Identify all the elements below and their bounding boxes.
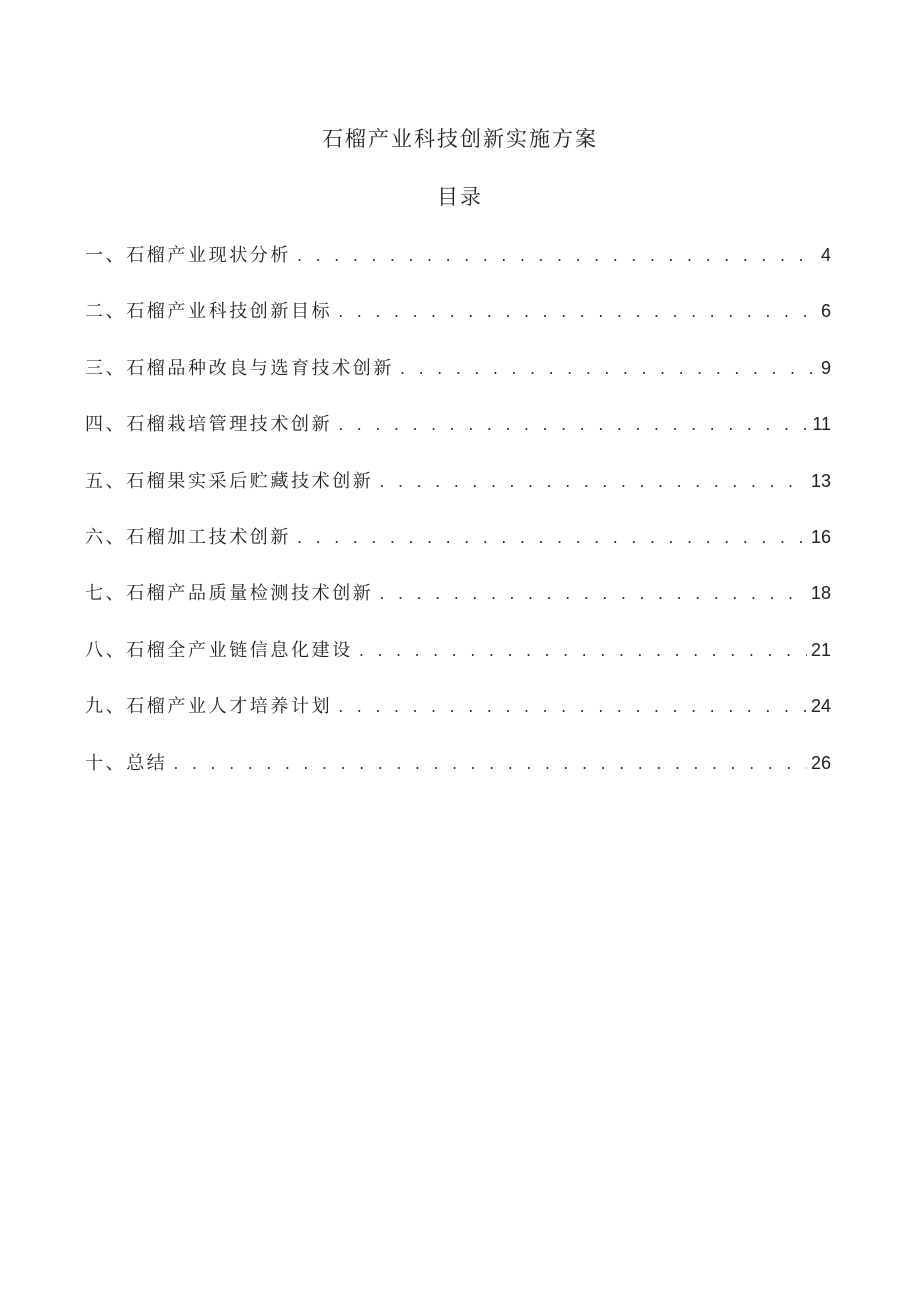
toc-entry-label: 六、石榴加工技术创新 [85,526,291,548]
toc-entry-label: 三、石榴品种改良与选育技术创新 [85,357,394,379]
toc-entry-label: 五、石榴果实采后贮藏技术创新 [85,470,374,492]
toc-dot-leader [173,750,807,778]
toc-dot-leader [338,693,807,721]
toc-entry[interactable] [85,692,831,748]
toc-entry-page: 24 [810,696,831,717]
toc-entry-page: 21 [810,639,831,660]
toc-entry-label: 十、总结 [85,752,168,774]
toc-entry-page: 11 [812,414,831,435]
toc-entry-page: 26 [810,752,831,773]
toc-entry[interactable] [85,410,831,466]
toc-dot-leader [338,298,817,326]
toc-dot-leader [379,468,807,496]
toc-entry-label: 七、石榴产品质量检测技术创新 [85,583,374,605]
toc-entry[interactable] [85,579,831,635]
toc-entry[interactable] [85,297,831,353]
toc-dot-leader [379,580,807,608]
toc-entry-page: 16 [810,526,831,547]
toc-entry-page: 9 [820,357,831,378]
toc-entry-label: 一、石榴产业现状分析 [85,245,291,266]
toc-entry-page: 13 [810,470,831,491]
toc-heading: 目录 [437,185,483,209]
toc-entry-label: 八、石榴全产业链信息化建设 [85,639,353,661]
toc-entry[interactable] [85,523,831,579]
toc-entry-label: 九、石榴产业人才培养计划 [85,696,333,718]
toc-entry[interactable] [85,749,831,805]
toc-entry-page: 4 [820,245,831,265]
toc-dot-leader [297,242,817,270]
table-of-contents [85,241,831,805]
toc-dot-leader [338,411,808,439]
toc-entry[interactable] [85,636,831,692]
toc-entry[interactable] [85,241,831,297]
toc-entry-page: 6 [820,301,831,322]
toc-entry[interactable] [85,467,831,523]
toc-entry-page: 18 [810,583,831,604]
toc-dot-leader [359,637,807,665]
toc-entry-label: 四、石榴栽培管理技术创新 [85,414,333,436]
toc-dot-leader [297,524,807,552]
document-title: 石榴产业科技创新实施方案 [322,127,598,151]
toc-entry[interactable] [85,354,831,410]
toc-dot-leader [400,355,817,383]
toc-entry-label: 二、石榴产业科技创新目标 [85,301,333,323]
